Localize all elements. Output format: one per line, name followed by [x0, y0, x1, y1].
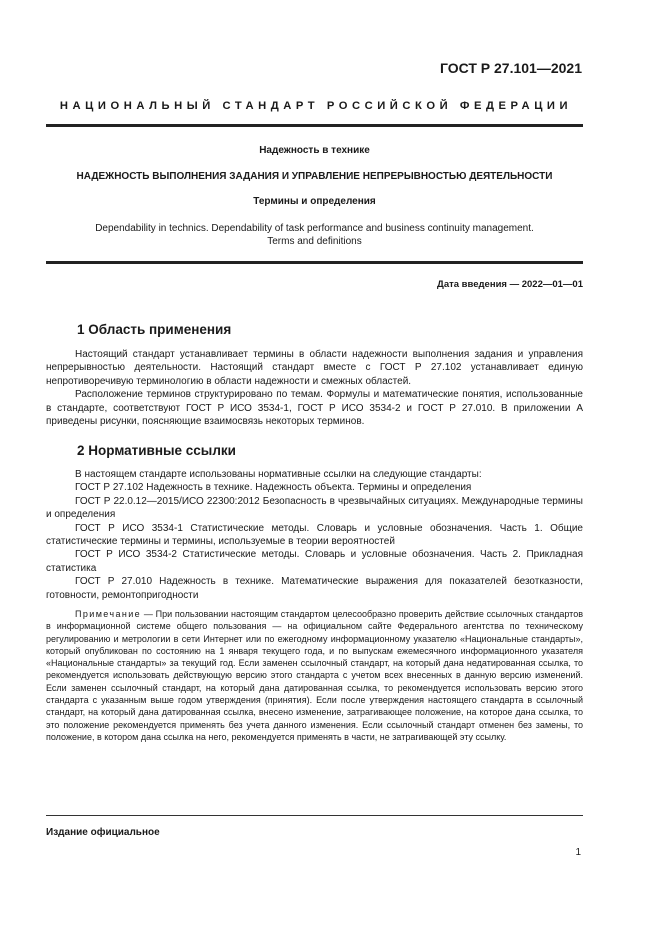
standard-subtitle: Термины и определения [253, 196, 376, 207]
reference-text: ГОСТ Р 27.102 Надежность в технике. Надежность объекта. Термины и определения [75, 482, 472, 494]
paragraph-text: Настоящий стандарт устанавливает термины в области надежности выполнения задания и управления непрерывностью деятельности. Настоящий стандарт вместе с ГОСТ Р 27.102 устанавливает единую непротиворечивую терминологию в области надежности и смежных областей. [46, 349, 583, 387]
reference-item [46, 481, 583, 494]
note-block [46, 608, 583, 743]
note-text: — При пользовании настоящим стандартом целесообразно проверить действие ссылочных стандартов в информационной системе общего пользования — на официальном сайте Федерального агентства по техническому регулированию и метрологии в сети Интернет или по ежегодному информационному указателю «Национальные стандарты», который опубликован по состоянию на 1 января текущего года, и по выпускам ежемесячного информационного указателя «Национальные стандарты» за текущий год. Если заменен ссылочный стандарт, на который дана недатированная ссылка, то рекомендуется использовать действующую версию этого стандарта с учетом всех внесенных в данную версию изменений. Если заменен ссылочный стандарт, на который дана датированная ссылка, то рекомендуется использовать версию этого стандарта с указанным выше годом утверждения (принятия). Если после утверждения настоящего стандарта в ссылочный стандарт, на который дана датированная ссылка, внесено изменение, затрагивающее положение, на которое дана ссылка, то это положение рекомендуется применять без учета данного изменения. Если ссылочный стандарт отменен без замены, то положение, в котором дана ссылка на него, рекомендуется применять в части, не затрагивающей эту ссылку. [46, 609, 583, 742]
page-number: 1 [575, 847, 581, 858]
section-1-heading: 1 Область применения [77, 322, 232, 337]
section-2-body [46, 468, 583, 602]
document-number: ГОСТ Р 27.101—2021 [439, 60, 582, 76]
english-title [46, 222, 583, 248]
reference-item [46, 548, 583, 575]
reference-text: ГОСТ Р 22.0.12—2015/ИСО 22300:2012 Безопасность в чрезвычайных ситуациях. Международные термины и определения [46, 495, 583, 521]
paragraph-text: В настоящем стандарте использованы нормативные ссылки на следующие стандарты: [75, 469, 482, 480]
reference-item [46, 575, 583, 602]
standard-main-title: НАДЕЖНОСТЬ ВЫПОЛНЕНИЯ ЗАДАНИЯ И УПРАВЛЕНИЕ НЕПРЕРЫВНОСТЬЮ ДЕЯТЕЛЬНОСТИ [76, 171, 553, 182]
reference-text: ГОСТ Р ИСО 3534-1 Статистические методы. Словарь и условные обозначения. Часть 1. Общие статистические термины и термины, используемые в теории вероятностей [46, 522, 583, 548]
note-label: Примечание [75, 609, 142, 619]
national-standard-banner: НАЦИОНАЛЬНЫЙ СТАНДАРТ РОССИЙСКОЙ ФЕДЕРАЦИИ [59, 100, 573, 112]
english-title-line-2: Terms and definitions [267, 236, 362, 247]
official-edition-label: Издание официальное [46, 827, 160, 838]
standard-group-title: Надежность в технике [259, 145, 370, 156]
reference-item [46, 495, 583, 522]
bottom-divider [46, 261, 583, 264]
paragraph [46, 348, 583, 388]
paragraph-text: Расположение терминов структурировано по темам. Формулы и математические понятия, использованные в стандарте, соответствуют ГОСТ Р ИСО 3534-1, ГОСТ Р ИСО 3534-2 и ГОСТ Р 27.010. В приложении А приведены рисунки, поясняющие взаимосвязь некоторых терминов. [46, 389, 583, 428]
paragraph [46, 468, 583, 481]
reference-text: ГОСТ Р 27.010 Надежность в технике. Математические выражения для показателей безотказности, готовности, ремонтопригодности [46, 576, 583, 601]
paragraph [46, 388, 583, 428]
section-1-body [46, 348, 583, 428]
introduction-date: Дата введения — 2022—01—01 [437, 279, 583, 290]
section-2-heading: 2 Нормативные ссылки [77, 443, 236, 458]
reference-item [46, 522, 583, 549]
top-divider [46, 124, 583, 127]
english-title-line-1: Dependability in technics. Dependability of task performance and business continuity management. [95, 223, 534, 234]
footer-divider [46, 815, 583, 816]
reference-text: ГОСТ Р ИСО 3534-2 Статистические методы. Словарь и условные обозначения. Часть 2. Прикладная статистика [46, 549, 583, 574]
